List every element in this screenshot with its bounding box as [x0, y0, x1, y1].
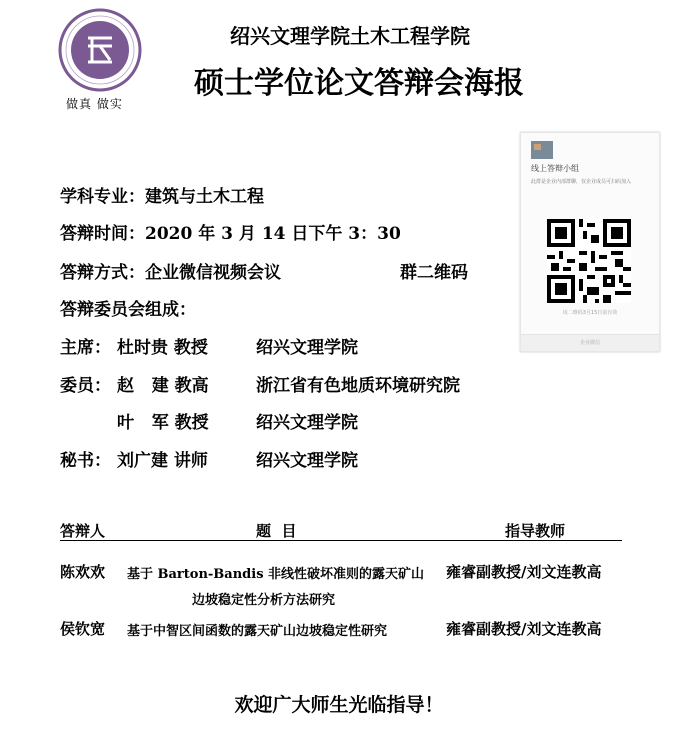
chair-role: 主席： — [60, 338, 111, 358]
committee-heading: 答辩委员会组成： — [60, 300, 196, 320]
school-name: 绍兴文理学院土木工程学院 — [230, 24, 470, 48]
qr-label: 群二维码 — [400, 263, 468, 283]
qr-card-footer: 企业微信 — [521, 334, 659, 351]
member1-org: 浙江省有色地质环境研究院 — [256, 376, 460, 396]
poster-title: 硕士学位论文答辩会海报 — [194, 66, 524, 101]
chair-name: 杜时贵 教授 — [117, 338, 208, 358]
row1-topic-line2: 边坡稳定性分析方法研究 — [192, 593, 336, 608]
time-line: 答辩时间：2020 年 3 月 14 日下午 3：30 — [60, 224, 401, 244]
qr-validity-note: 该二维码3月15日前有效 — [562, 310, 618, 316]
secretary-name: 刘广建 讲师 — [117, 451, 208, 471]
group-name: 线上答辩小组 — [531, 164, 579, 173]
member2-org: 绍兴文理学院 — [256, 413, 358, 433]
chair-org: 绍兴文理学院 — [256, 338, 358, 358]
secretary-role: 秘书： — [60, 451, 111, 471]
header-advisor: 指导教师 — [505, 522, 566, 540]
row2-defender: 侯钦宽 — [60, 620, 106, 638]
major-line: 学科专业：建筑与土木工程 — [60, 187, 264, 207]
row2-advisor: 雍睿副教授/刘文连教高 — [446, 620, 602, 638]
secretary-org: 绍兴文理学院 — [256, 451, 358, 471]
member2-name: 叶 军 教授 — [117, 413, 209, 433]
group-description: 此群是企业内部群聊，仅企业成员可扫码加入 — [531, 179, 632, 185]
header-divider — [60, 540, 622, 541]
header-topic: 题 目 — [256, 522, 297, 540]
row1-defender: 陈欢欢 — [60, 563, 106, 581]
qr-card — [520, 132, 660, 352]
logo-motto: 做真 做实 — [66, 97, 123, 111]
member1-name: 赵 建 教高 — [117, 376, 209, 396]
member-role: 委员： — [60, 376, 111, 396]
method-line: 答辩方式：企业微信视频会议 — [60, 263, 281, 283]
welcome-message: 欢迎广大师生光临指导！ — [234, 694, 444, 716]
row1-topic-line1: 基于 Barton-Bandis 非线性破坏准则的露天矿山 — [127, 567, 425, 582]
qr-code[interactable] — [547, 219, 631, 303]
row1-advisor: 雍睿副教授/刘文连教高 — [446, 563, 602, 581]
row2-topic-line1: 基于中智区间函数的露天矿山边坡稳定性研究 — [127, 624, 388, 639]
group-avatar — [531, 141, 553, 159]
header-defender: 答辩人 — [60, 522, 106, 540]
